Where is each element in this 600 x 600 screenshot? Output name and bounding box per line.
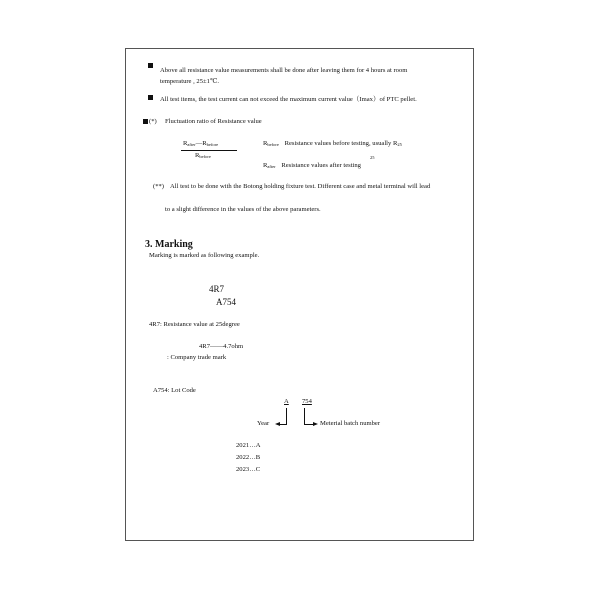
bullet-icon: [148, 63, 153, 68]
lot-code-label: A754: Lot Code: [153, 387, 196, 394]
note-measurement-line1: Above all resistance value measurements shall be done after leaving them for 4 hours at room: [160, 67, 408, 74]
batch-connector-line: [304, 408, 305, 424]
botong-line1: All test to be done with the Botong holding fixture test. Different case and metal terminal will lead: [170, 183, 431, 190]
formula-numerator: $R_{after}—R_{before}$: [183, 140, 219, 147]
marking-code-line1: 4R7: [209, 284, 225, 294]
marking-intro: Marking is marked as following example.: [149, 252, 260, 259]
year-code-2021: 2021…A: [236, 442, 261, 449]
value-label: 4R7: Resistance value at 25degree: [149, 321, 240, 328]
year-arrow-line: [279, 424, 287, 425]
stray-subscript: 25: [370, 155, 375, 160]
definition-r-before: $R_{before}$ Resistance values before testing, usually $R_{25}$: [263, 140, 402, 147]
fluctuation-marker: (*): [149, 118, 157, 125]
note-test-current: All test items, the test current can not exceed the maximum current value（Imax）of PTC pellet.: [160, 96, 417, 103]
year-connector-line: [286, 408, 287, 424]
year-label: Year: [257, 420, 270, 427]
year-code-2023: 2023…C: [236, 466, 261, 473]
marking-code-line2: A754: [216, 297, 236, 307]
fluctuation-title: Fluctuation ratio of Resistance value: [165, 118, 262, 125]
fraction-bar: [181, 150, 237, 151]
lot-digits: 754: [302, 398, 312, 405]
bullet-icon: [148, 95, 153, 100]
year-code-2022: 2022…B: [236, 454, 261, 461]
value-example: 4R7——4.7ohm: [199, 343, 244, 350]
company-trade-mark: : Company trade mark: [167, 354, 227, 361]
document-page: [125, 48, 474, 541]
batch-label: Meterial batch number: [320, 420, 381, 427]
note-measurement-line2: temperature , 25±1℃.: [160, 78, 219, 85]
botong-marker: (**): [153, 183, 164, 190]
botong-line2: to a slight difference in the values of the above parameters.: [165, 206, 321, 213]
arrow-right-icon: [313, 422, 318, 426]
bullet-icon: [143, 119, 148, 124]
lot-letter: A: [284, 398, 289, 405]
definition-r-after: $R_{after}$ Resistance values after testing: [263, 162, 361, 169]
formula-denominator: $R_{before}$: [195, 152, 211, 159]
arrow-left-icon: [275, 422, 280, 426]
section-heading-marking: 3. Marking: [145, 239, 193, 250]
